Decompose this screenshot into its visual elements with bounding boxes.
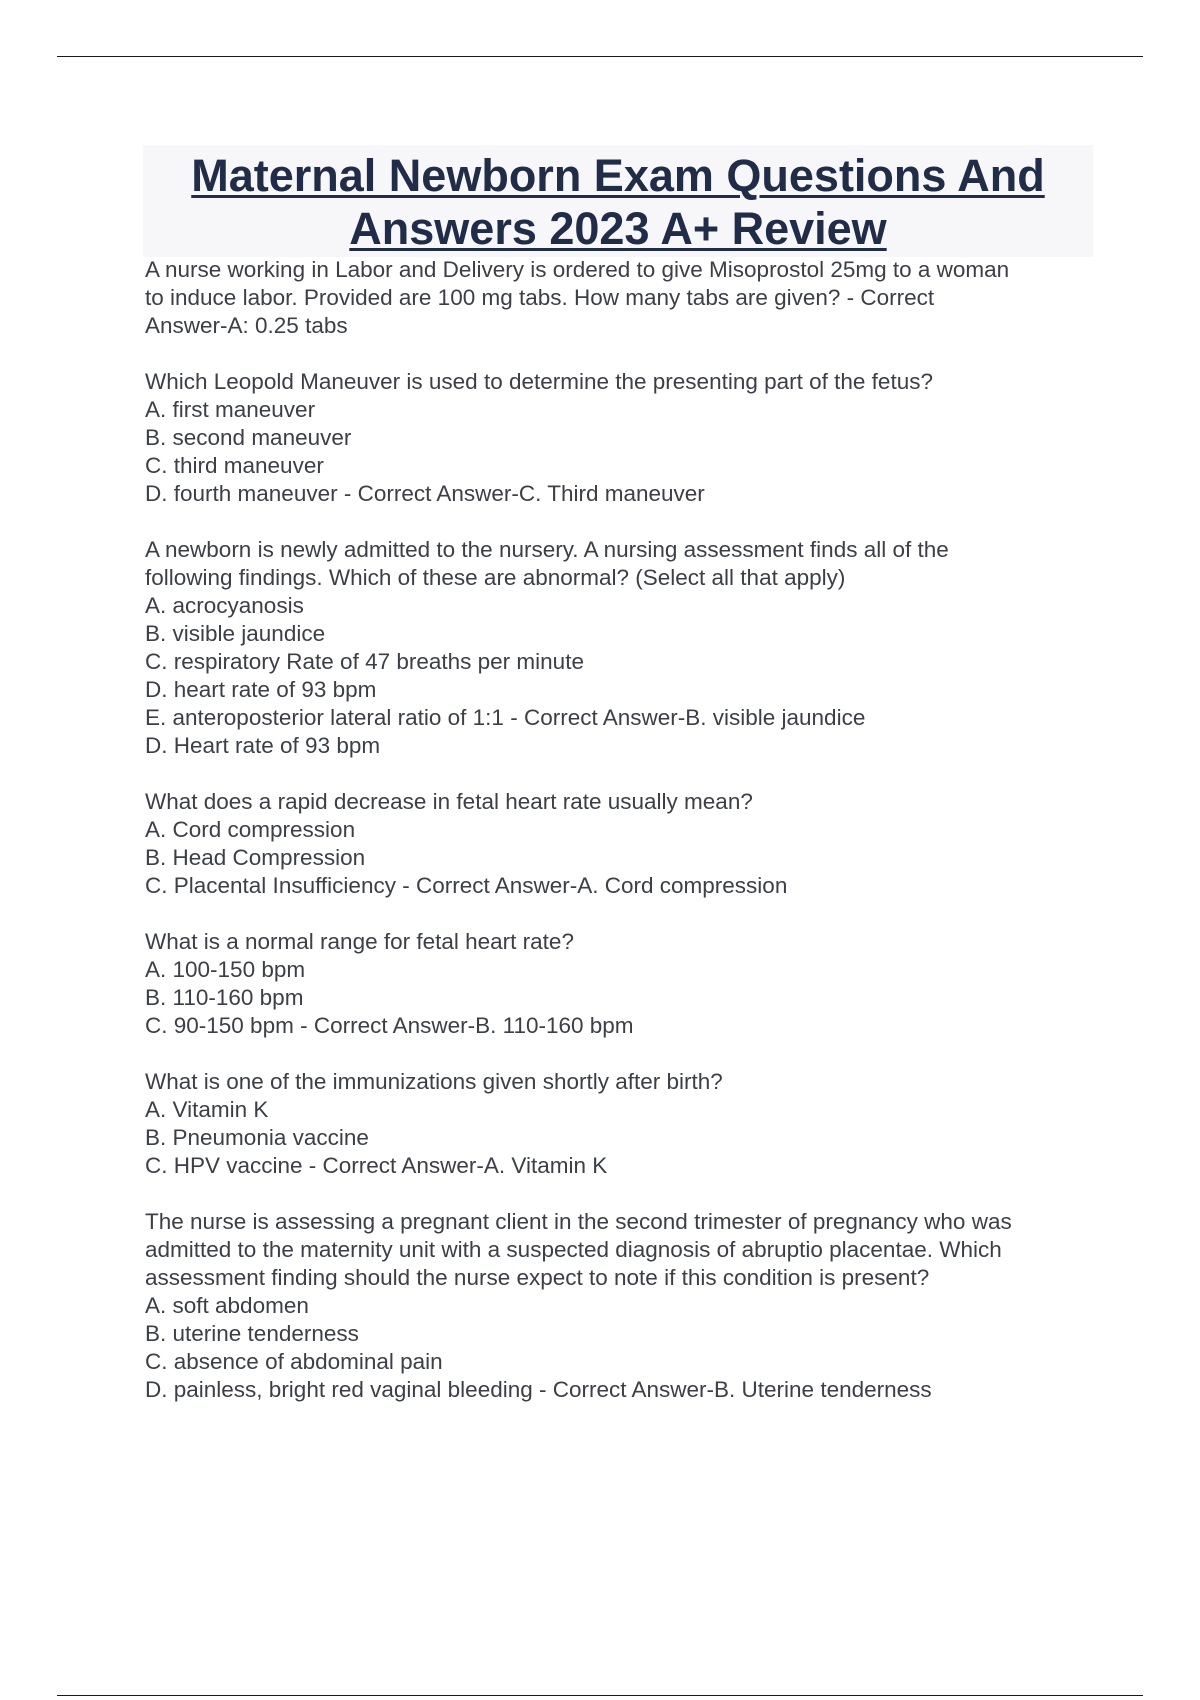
option-text: D. heart rate of 93 bpm [145, 677, 377, 702]
option-text: B. Pneumonia vaccine [145, 1125, 369, 1150]
option-text: C. respiratory Rate of 47 breaths per minute [145, 649, 584, 674]
option-text: A. Vitamin K [145, 1097, 269, 1122]
option-text: B. 110-160 bpm [145, 985, 304, 1010]
qa-item-5 [145, 928, 1095, 1040]
question-text: A newborn is newly admitted to the nursery. A nursing assessment finds all of the [145, 537, 949, 562]
qa-item-4 [145, 788, 1095, 900]
question-text: admitted to the maternity unit with a suspected diagnosis of abruptio placentae. Which [145, 1237, 1002, 1262]
option-text: A. soft abdomen [145, 1293, 309, 1318]
qa-item-2 [145, 368, 1095, 508]
qa-item-3 [145, 536, 1095, 760]
option-text: C. absence of abdominal pain [145, 1349, 443, 1374]
option-answer-text: D. painless, bright red vaginal bleeding - Correct Answer-B. Uterine tenderness [145, 1377, 932, 1402]
option-text: B. visible jaundice [145, 621, 326, 646]
option-answer-text: C. HPV vaccine - Correct Answer-A. Vitamin K [145, 1153, 608, 1178]
question-text: following findings. Which of these are abnormal? (Select all that apply) [145, 565, 846, 590]
title-line-2: Answers 2023 A+ Review [349, 203, 887, 254]
qa-item-6 [145, 1068, 1095, 1180]
option-text: C. third maneuver [145, 453, 324, 478]
top-divider [57, 56, 1143, 57]
qa-list [145, 256, 1095, 1432]
option-text: A. Cord compression [145, 817, 356, 842]
answer-text: Answer-A: 0.25 tabs [145, 313, 348, 338]
question-text: What is one of the immunizations given shortly after birth? [145, 1069, 723, 1094]
bottom-divider [57, 1695, 1143, 1696]
qa-item-7 [145, 1208, 1095, 1404]
question-text: to induce labor. Provided are 100 mg tabs. How many tabs are given? - Correct [145, 285, 935, 310]
option-answer-text: C. 90-150 bpm - Correct Answer-B. 110-160 bpm [145, 1013, 634, 1038]
document-title-block [143, 145, 1093, 257]
qa-item-1 [145, 256, 1095, 340]
option-answer-text: E. anteroposterior lateral ratio of 1:1 - Correct Answer-B. visible jaundice [145, 705, 866, 730]
question-text: A nurse working in Labor and Delivery is ordered to give Misoprostol 25mg to a woman [145, 257, 1010, 282]
question-text: assessment finding should the nurse expect to note if this condition is present? [145, 1265, 930, 1290]
question-text: What does a rapid decrease in fetal heart rate usually mean? [145, 789, 753, 814]
title-line-1: Maternal Newborn Exam Questions And [191, 150, 1045, 201]
option-text: B. Head Compression [145, 845, 366, 870]
option-text: B. second maneuver [145, 425, 352, 450]
option-answer-text: C. Placental Insufficiency - Correct Answer-A. Cord compression [145, 873, 788, 898]
option-text: A. first maneuver [145, 397, 316, 422]
answer-text: D. Heart rate of 93 bpm [145, 733, 381, 758]
option-answer-text: D. fourth maneuver - Correct Answer-C. Third maneuver [145, 481, 705, 506]
question-text: The nurse is assessing a pregnant client in the second trimester of pregnancy who was [145, 1209, 1012, 1234]
option-text: A. acrocyanosis [145, 593, 304, 618]
option-text: B. uterine tenderness [145, 1321, 359, 1346]
question-text: What is a normal range for fetal heart rate? [145, 929, 574, 954]
document-title [143, 145, 1093, 255]
question-text: Which Leopold Maneuver is used to determine the presenting part of the fetus? [145, 369, 933, 394]
option-text: A. 100-150 bpm [145, 957, 306, 982]
